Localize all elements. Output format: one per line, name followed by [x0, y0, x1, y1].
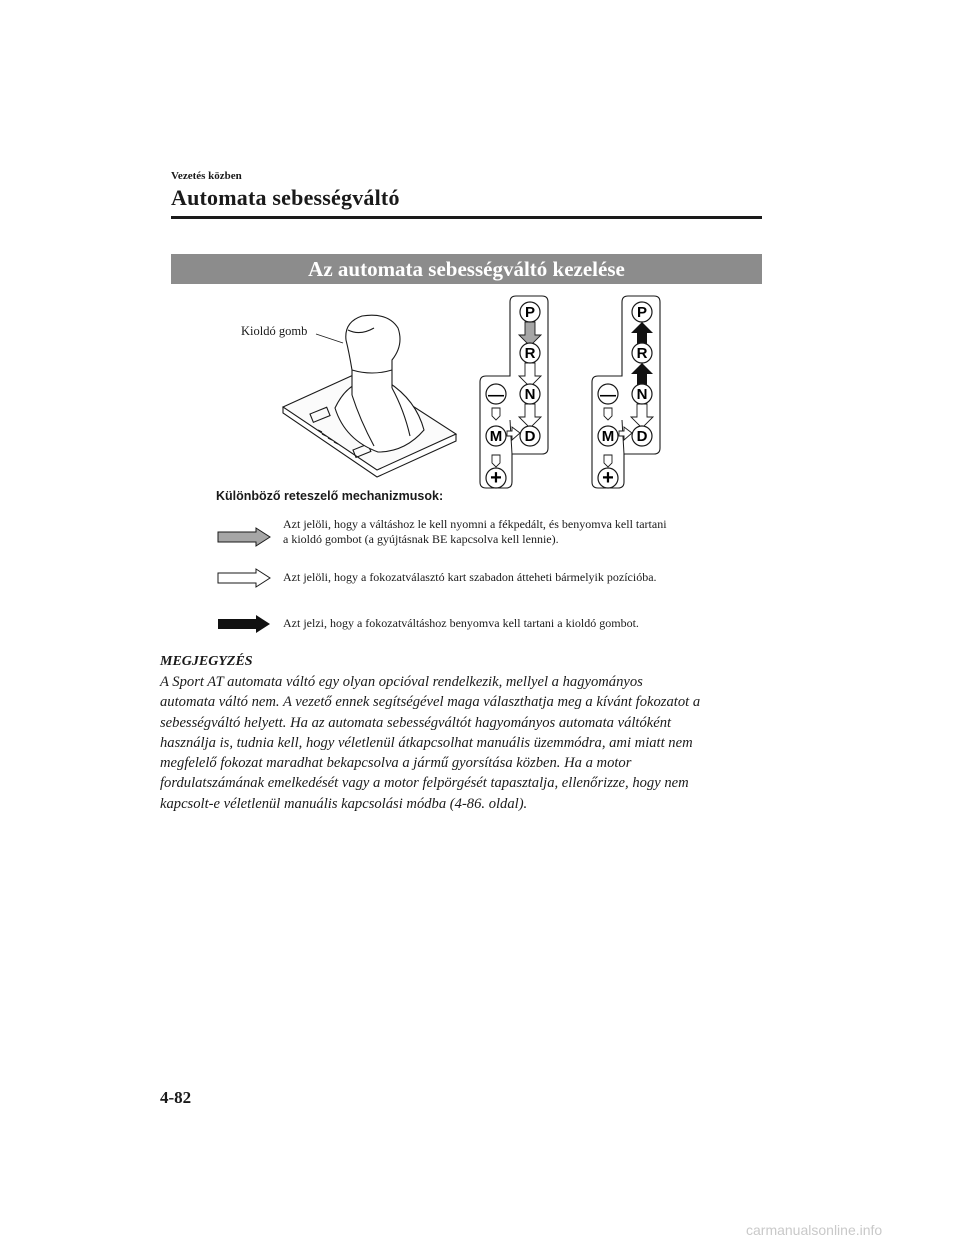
- gate-label-m: M: [489, 428, 503, 445]
- shifter-console: [283, 315, 456, 477]
- note-heading: MEGJEGYZÉS: [160, 654, 253, 669]
- release-button-label: Kioldó gomb: [241, 324, 308, 338]
- label-leader-line: [316, 334, 343, 343]
- legend-text-line: Azt jelöli, hogy a váltáshoz le kell nyomni a fékpedált, és benyomva kell tartani: [283, 517, 667, 531]
- plus-icon: +: [490, 467, 502, 489]
- outline-arrow-icon: [216, 568, 272, 588]
- legend-item-black-arrow: [216, 614, 746, 634]
- gate-label-d: D: [524, 428, 536, 445]
- minus-icon: —: [488, 387, 504, 404]
- note-line: használja is, tudnia kell, hogy véletlenül átkapcsolhat manuális üzemmódra, ami miatt nem: [160, 734, 693, 751]
- gate-label-n: N: [524, 386, 536, 403]
- gate-label-r: R: [636, 345, 648, 362]
- gate-label-m: M: [601, 428, 615, 445]
- watermark: carmanualsonline.info: [746, 1222, 883, 1238]
- gate-label-p: P: [636, 304, 648, 321]
- gray-arrow-icon: [216, 527, 272, 547]
- page-title: Automata sebességváltó: [171, 185, 400, 210]
- shift-gate-right: [588, 292, 668, 492]
- page-number: 4-82: [160, 1088, 192, 1107]
- note-body: [160, 672, 770, 814]
- legend-text-line: Azt jelöli, hogy a fokozatválasztó kart szabadon átteheti bármelyik pozícióba.: [283, 570, 657, 584]
- minus-icon: —: [600, 387, 616, 404]
- mechanisms-caption: Különböző reteszelő mechanizmusok:: [216, 489, 444, 503]
- gate-label-n: N: [636, 386, 648, 403]
- note-line: A Sport AT automata váltó egy olyan opcióval rendelkezik, mellyel a hagyományos: [160, 674, 643, 690]
- gate-label-r: R: [524, 345, 536, 362]
- note-line: megfelelő fokozat maradhat bekapcsolva a jármű gyorsítása közben. Ha a motor: [160, 755, 632, 772]
- note-line: kapcsolt-e véletlenül manuális kapcsolási módba (4-86. oldal).: [160, 795, 528, 812]
- plus-icon: +: [602, 467, 614, 489]
- breadcrumb: Vezetés közben: [171, 170, 242, 182]
- black-arrow-icon: [216, 614, 272, 634]
- note-line: automata váltó nem. A vezető ennek segítségével maga választhatja meg a kívánt fokozatot a: [160, 694, 701, 711]
- shift-gate-left: [476, 292, 556, 492]
- legend-text-line: Azt jelzi, hogy a fokozatváltáshoz benyomva kell tartani a kioldó gombot.: [283, 616, 639, 630]
- section-title-bar: Az automata sebességváltó kezelése: [171, 254, 762, 284]
- note-line: fordulatszámának emelkedését vagy a motor felpörgését tapasztalja, ellenőrizze, hogy nem: [160, 775, 689, 792]
- legend-item-gray-arrow: [216, 517, 746, 553]
- note-line: sebességváltó helyett. Ha az automata sebességváltót hagyományos automata váltóként: [160, 714, 672, 731]
- legend-item-outline-arrow: [216, 568, 746, 588]
- gate-label-d: D: [636, 428, 648, 445]
- legend-text-line: a kioldó gombot (a gyújtásnak BE kapcsolva kell lennie).: [283, 532, 559, 546]
- gate-label-p: P: [524, 304, 536, 321]
